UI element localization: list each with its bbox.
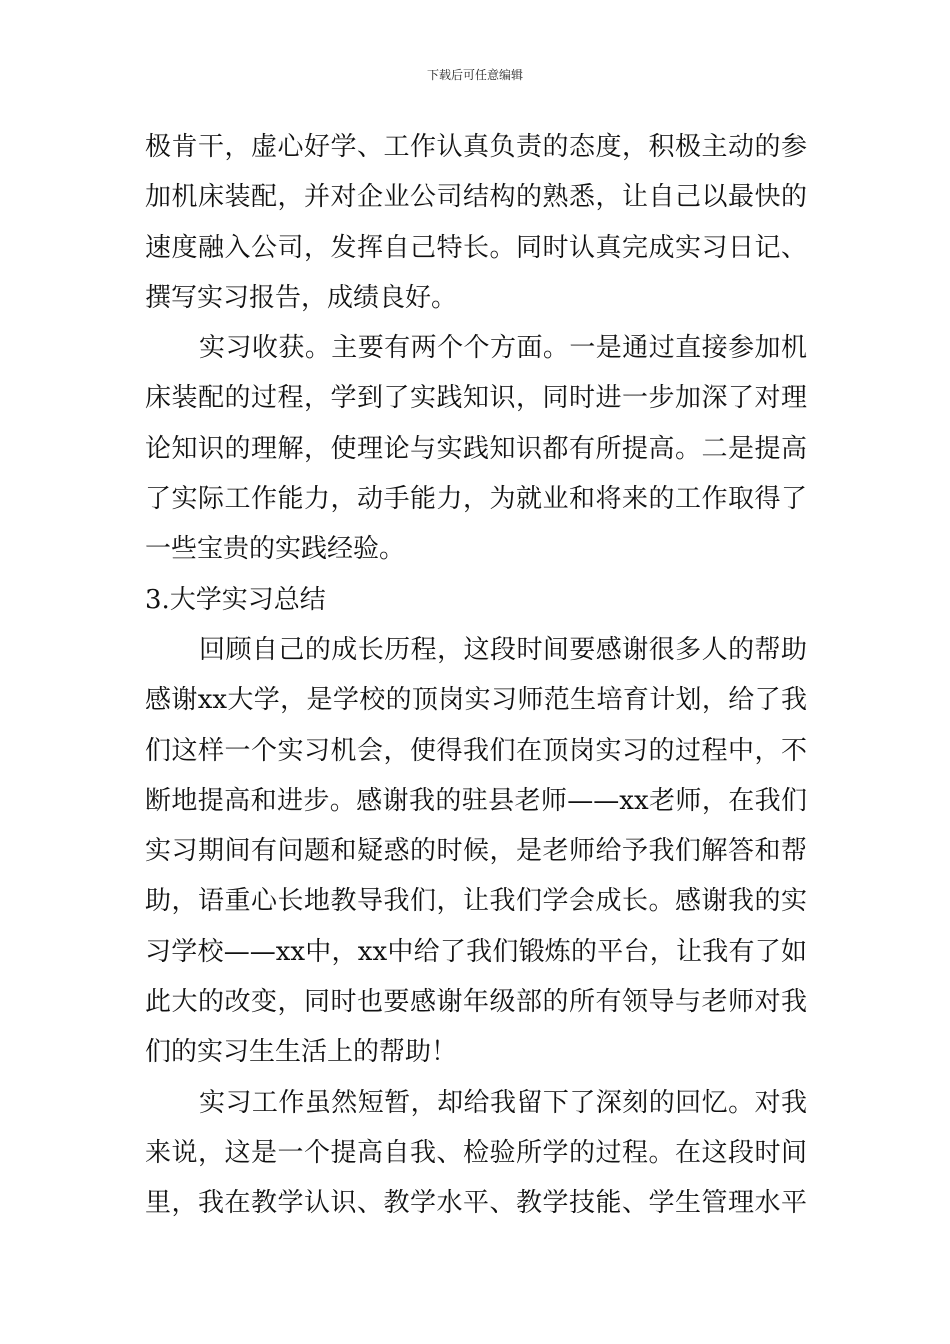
text-line: 实习期间有问题和疑惑的时候，是老师给予我们解答和帮 [145, 836, 807, 867]
text-line: 床装配的过程，学到了实践知识，同时进一步加深了对理 [145, 383, 807, 414]
text-line: 助，语重心长地教导我们，让我们学会成长。感谢我的实 [145, 886, 807, 917]
text-line: 们的实习生生活上的帮助！ [145, 1037, 458, 1068]
text-line: 里，我在教学认识、教学水平、教学技能、学生管理水平 [145, 1188, 807, 1219]
text-line: 加机床装配，并对企业公司结构的熟悉，让自己以最快的 [145, 182, 807, 213]
text-line: 断地提高和进步。感谢我的驻县老师——xx老师，在我们 [145, 785, 807, 816]
text-line: 来说，这是一个提高自我、检验所学的过程。在这段时间 [145, 1137, 807, 1168]
text-line: 此大的改变，同时也要感谢年级部的所有领导与老师对我 [145, 987, 807, 1018]
text-line: 了实际工作能力，动手能力，为就业和将来的工作取得了 [145, 484, 807, 515]
text-line: 极肯干，虚心好学、工作认真负责的态度，积极主动的参 [145, 132, 807, 162]
text-line: 们这样一个实习机会，使得我们在顶岗实习的过程中，不 [145, 735, 807, 766]
text-line: 实习工作虽然短暂，却给我留下了深刻的回忆。对我 [199, 1087, 807, 1118]
text-line: 撰写实习报告，成绩良好。 [145, 282, 458, 313]
text-line: 3.大学实习总结 [145, 584, 326, 615]
text-line: 论知识的理解，使理论与实践知识都有所提高。二是提高 [145, 433, 807, 464]
text-line: 一些宝贵的实践经验。 [145, 534, 406, 565]
text-line: 感谢xx大学，是学校的顶岗实习师范生培育计划，给了我 [145, 685, 807, 716]
document-body [145, 122, 807, 1229]
text-line: 实习收获。主要有两个个方面。一是通过直接参加机 [199, 333, 807, 364]
page-header: 下载后可任意编辑 [426, 68, 523, 82]
text-line: 回顾自己的成长历程，这段时间要感谢很多人的帮助 [199, 634, 807, 665]
text-line: 速度融入公司，发挥自己特长。同时认真完成实习日记、 [145, 232, 807, 263]
text-line: 习学校——xx中，xx中给了我们锻炼的平台，让我有了如 [145, 936, 807, 967]
